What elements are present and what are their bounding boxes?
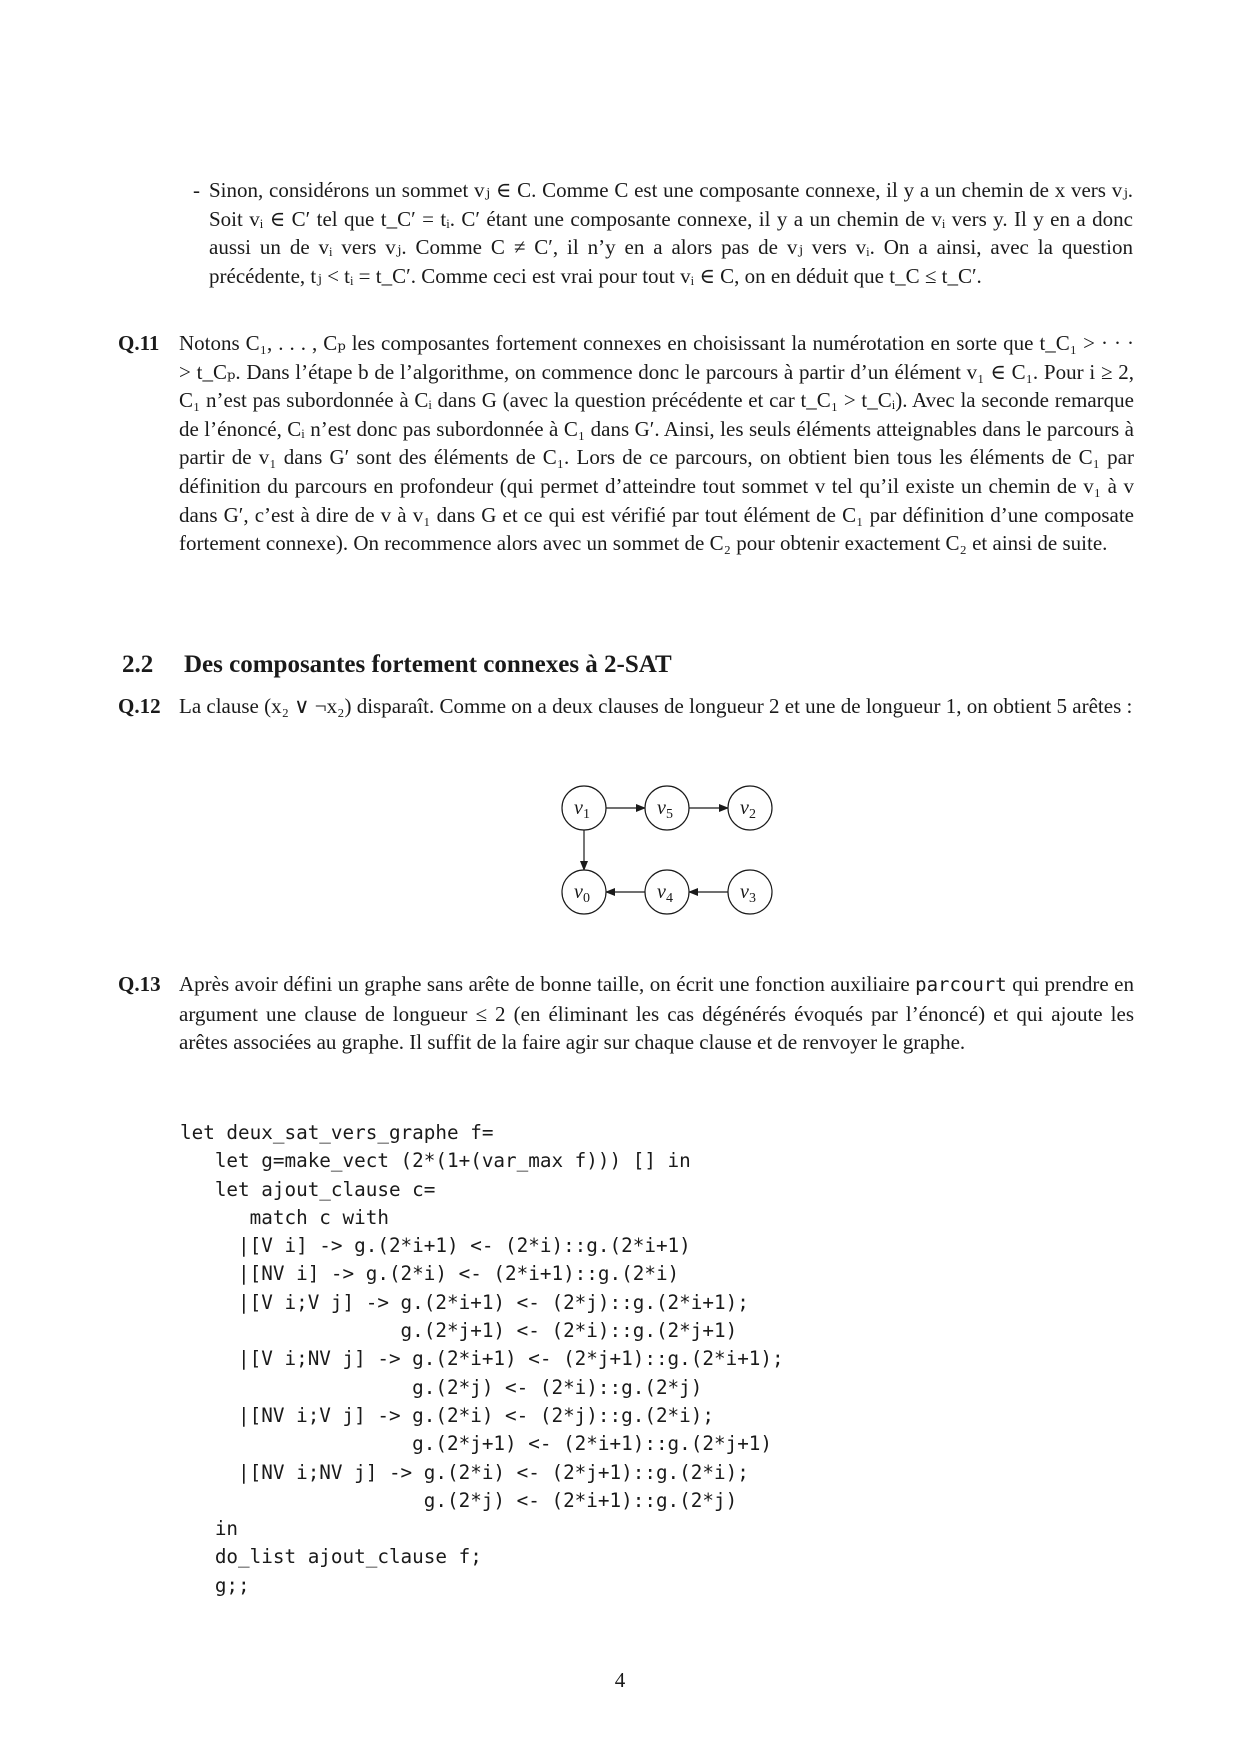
graph-node-v3 <box>728 870 772 914</box>
question-label: Q.13 <box>118 972 161 996</box>
graph-node-label: $v_1$ <box>574 797 590 822</box>
graph-node-label: $v_0$ <box>574 881 590 906</box>
graph-node-v5 <box>645 786 689 830</box>
section-number: 2.2 <box>122 651 154 678</box>
graph-node-v0 <box>562 870 606 914</box>
question-label: Q.12 <box>118 694 161 718</box>
question-12 <box>118 692 1134 721</box>
bullet-paragraph <box>193 176 1133 290</box>
bullet-text: Sinon, considérons un sommet vⱼ ∈ C. Comme C est une composante connexe, il y a un chemin de x vers vⱼ. Soit vᵢ ∈ C′ tel que t_C′ = tᵢ. C′ étant une composante connexe, il y a un chemin de vᵢ vers y. Il y en a donc aussi un de vᵢ vers vⱼ. Comme C ≠ C′, il n’y en a alors pas de vⱼ vers vᵢ. On a ainsi, avec la question précédente, tⱼ < tᵢ = t_C′. Comme ceci est vrai pour tout vᵢ ∈ C, on en déduit que t_C ≤ t_C′. <box>209 178 1133 288</box>
q13-text-before: Après avoir défini un graphe sans arête de bonne taille, on écrit une fonction auxiliaire <box>179 972 916 996</box>
graph-node-label: $v_5$ <box>657 797 673 822</box>
graph-node-label: $v_2$ <box>740 797 756 822</box>
graph-node-v1 <box>562 786 606 830</box>
graph-node-label: $v_3$ <box>740 881 756 906</box>
question-body <box>179 970 1134 1057</box>
graph-node-v4 <box>645 870 689 914</box>
q13-text-after: qui prendre en argument une clause de longueur ≤ 2 (en éliminant les cas dégénérés évoqués par l’énoncé) et qui ajoute les arêtes associées au graphe. Il suffit de la faire agir sur chaque clause et de renvoyer le graphe. <box>179 972 1134 1055</box>
graph-node-v2 <box>728 786 772 830</box>
bullet-dash: - <box>193 178 200 202</box>
section-title: Des composantes fortement connexes à 2-SAT <box>184 651 672 678</box>
graph-node-label: $v_4$ <box>657 881 673 906</box>
section-heading <box>122 651 672 679</box>
q13-code-word: parcourt <box>915 974 1007 996</box>
question-body: La clause (x₂ ∨ ¬x₂) disparaît. Comme on a deux clauses de longueur 2 et une de longueur 1, on obtient 5 arêtes : <box>179 694 1133 718</box>
question-11 <box>118 329 1134 558</box>
question-body: Notons C₁, . . . , Cₚ les composantes fortement connexes en choisissant la numérotation en sorte que t_C₁ > · · · > t_Cₚ. Dans l’étape b de l’algorithme, on commence donc le parcours à partir d’un élément v₁ ∈ C₁. Pour i ≥ 2, C₁ n’est pas subordonnée à Cᵢ dans G (avec la question précédente et car t_C₁ > t_Cᵢ). Avec la seconde remarque de l’énoncé, Cᵢ n’est donc pas subordonnée à C₁ dans G′. Ainsi, les seuls éléments atteignables dans le parcours à partir de v₁ dans G′ sont des éléments de C₁. Lors de ce parcours, on obtient bien tous les éléments de C₁ par définition du parcours en profondeur (qui permet d’atteindre tout sommet v tel qu’il existe un chemin de v₁ à v dans G′, c’est à dire de v à v₁ dans G et ce qui est vérifié par tout élément de C₁ par définition d’une composate fortement connexe). On recommence alors avec un sommet de C₂ pour obtenir exactement C₂ et ainsi de suite. <box>179 331 1134 556</box>
question-13 <box>118 970 1134 1057</box>
question-label: Q.11 <box>118 331 160 355</box>
code-listing: let deux_sat_vers_graphe f= let g=make_vect (2*(1+(var_max f))) [] in let ajout_clause c= match c with |[V i] -> g.(2*i+1) <- (2*i)::g.(2*i+1) |[NV i] -> g.(2*i) <- (2*i+1)::g.(2*i) |[V i;V j] -> g.(2*i+1) <- (2*j)::g.(2*i+1); g.(2*j+1) <- (2*i)::g.(2*j+1) |[V i;NV j] -> g.(2*i+1) <- (2*j+1)::g.(2*i+1); g.(2*j) <- (2*i)::g.(2*j) |[NV i;V j] -> g.(2*i) <- (2*j)::g.(2*i); g.(2*j+1) <- (2*i+1)::g.(2*j+1) |[NV i;NV j] -> g.(2*i) <- (2*j+1)::g.(2*i); g.(2*j) <- (2*i+1)::g.(2*j) in do_list ajout_clause f; g;; <box>180 1121 784 1597</box>
page-number: 4 <box>614 1668 626 1692</box>
implication-graph <box>560 784 790 924</box>
